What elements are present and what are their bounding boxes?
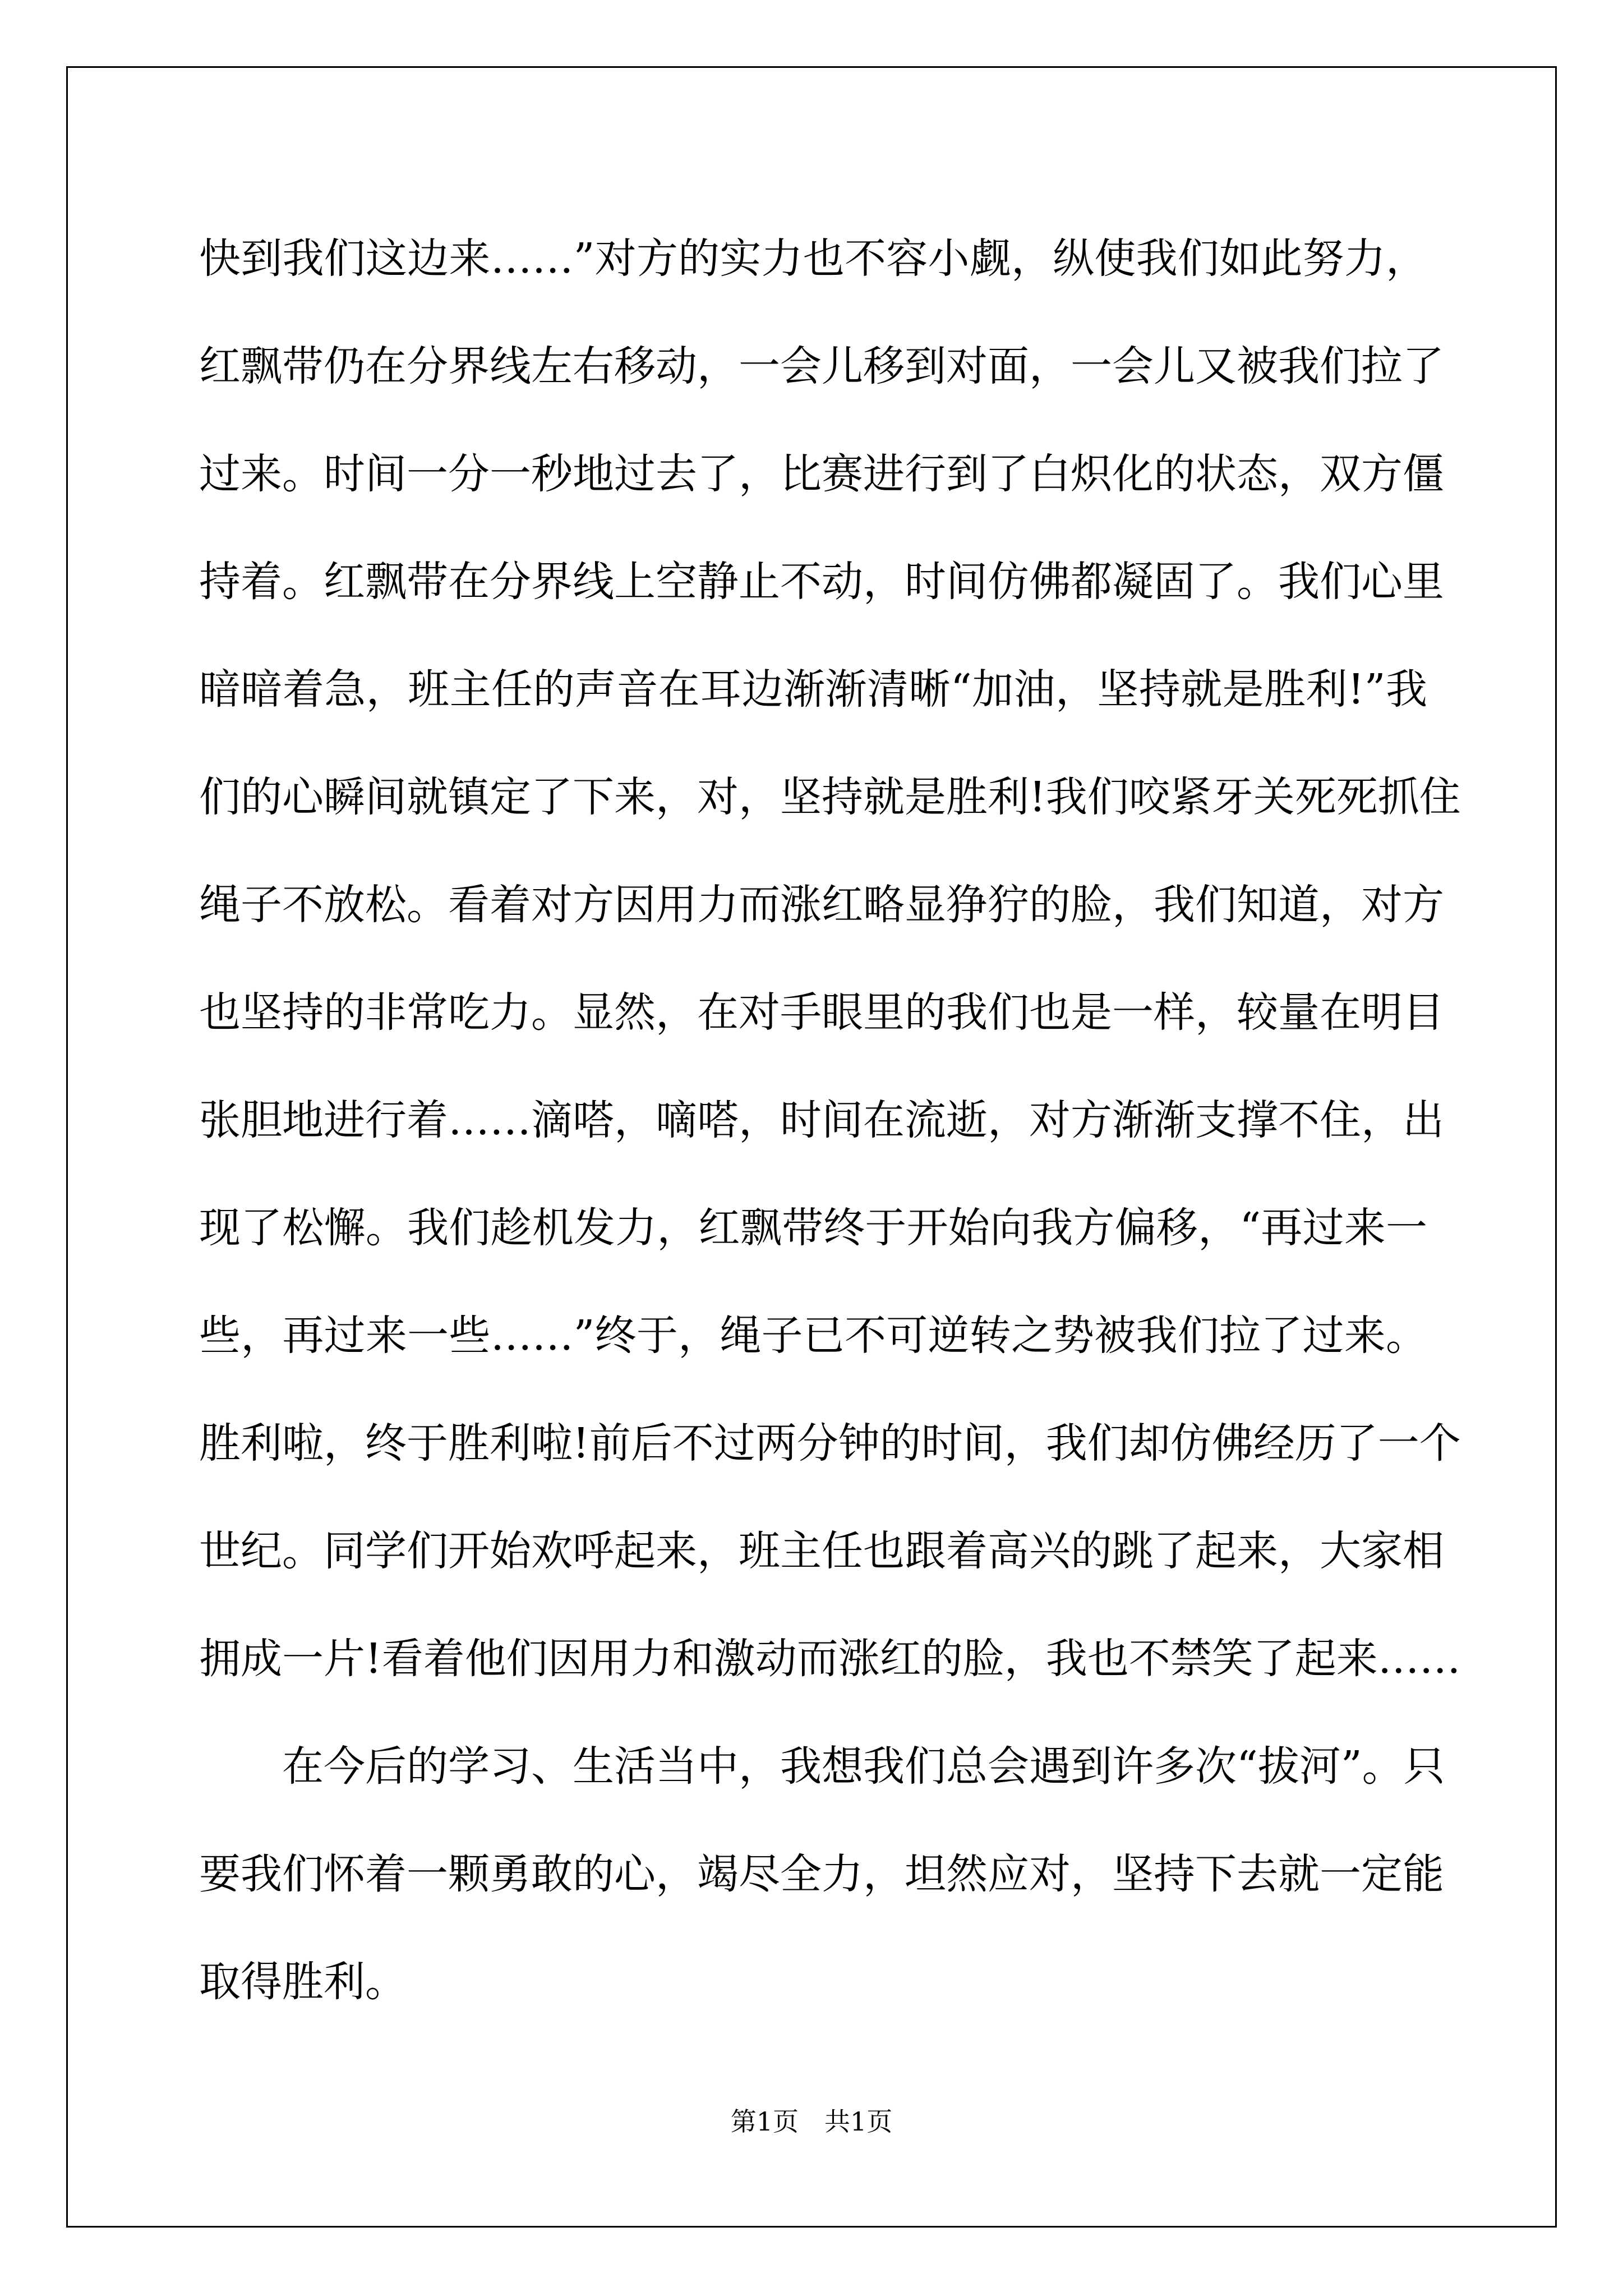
text-line: 持着。红飘带在分界线上空静止不动，时间仿佛都凝固了。我们心里 — [199, 558, 1444, 606]
text-line: 现了松懈。我们趁机发力，红飘带终于开始向我方偏移，“再过来一 — [199, 1204, 1427, 1252]
text-line: 张胆地进行着……滴嗒，嘀嗒，时间在流逝，对方渐渐支撑不住，出 — [199, 1096, 1444, 1144]
text-line: 们的心瞬间就镇定了下来，对，坚持就是胜利!我们咬紧牙关死死抓住 — [199, 773, 1461, 821]
text-line: 取得胜利。 — [199, 1958, 407, 2006]
text-line: 也坚持的非常吃力。显然，在对手眼里的我们也是一样，较量在明目 — [199, 988, 1444, 1037]
text-line: 红飘带仍在分界线左右移动，一会儿移到对面，一会儿又被我们拉了 — [199, 342, 1444, 390]
text-line: 要我们怀着一颗勇敢的心，竭尽全力，坦然应对，坚持下去就一定能 — [199, 1850, 1444, 1898]
text-line: 在今后的学习、生活当中，我想我们总会遇到许多次“拔河”。只 — [199, 1742, 1445, 1791]
page-number-footer: 第1页 共1页 — [730, 2106, 893, 2137]
text-line: 暗暗着急，班主任的声音在耳边渐渐清晰“加油，坚持就是胜利!”我 — [199, 665, 1427, 714]
text-line: 快到我们这边来……”对方的实力也不容小觑，纵使我们如此努力， — [199, 234, 1427, 283]
text-line: 世纪。同学们开始欢呼起来，班主任也跟着高兴的跳了起来，大家相 — [199, 1527, 1444, 1575]
text-line: 绳子不放松。看着对方因用力而涨红略显狰狞的脸，我们知道，对方 — [199, 881, 1444, 929]
text-line: 胜利啦，终于胜利啦!前后不过两分钟的时间，我们却仿佛经历了一个 — [199, 1419, 1461, 1467]
text-line: 些，再过来一些……”终于，绳子已不可逆转之势被我们拉了过来。 — [199, 1312, 1427, 1360]
essay-body — [199, 205, 1461, 2036]
text-line: 拥成一片!看着他们因用力和激动而涨红的脸，我也不禁笑了起来…… — [199, 1635, 1461, 1683]
text-line: 过来。时间一分一秒地过去了，比赛进行到了白炽化的状态，双方僵 — [199, 450, 1444, 498]
